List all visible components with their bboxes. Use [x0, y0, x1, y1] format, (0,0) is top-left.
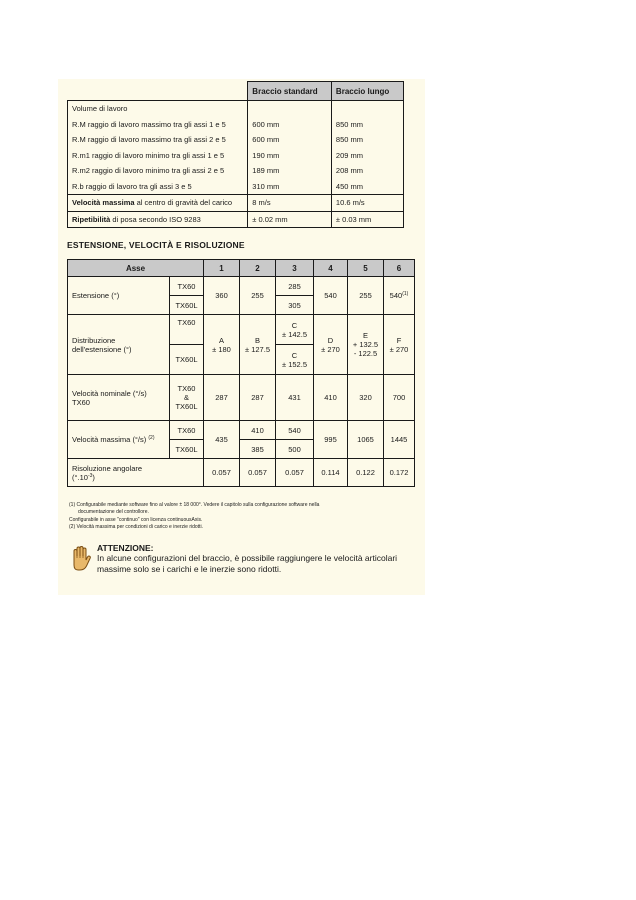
risoluzione-label: Risoluzione angolare $(^\circ.10^{-3})$ — [68, 459, 204, 487]
cell-long: 850 mm — [331, 117, 403, 133]
cell: 255 — [348, 277, 384, 315]
vel-massima-label: Velocità massima (°/s) $^{(2)}$ — [68, 421, 170, 459]
cell: 540$^{(1)}$ — [384, 277, 415, 315]
footnote: (1) Configurabile mediante software fino al valore ± 18 000°. Vedere il capitolo sulla configurazione software nella — [69, 502, 320, 508]
footnote: (2) Velocità massima per condizioni di carico e inerzie ridotti. — [69, 524, 203, 531]
cell: 410 — [314, 375, 348, 421]
row-label: R.M raggio di lavoro massimo tra gli assi 2 e 5 — [68, 132, 248, 148]
max-speed-label: Velocità massima al centro di gravità del carico — [68, 195, 248, 212]
cell: 287 — [240, 375, 276, 421]
cell: 0.057 — [276, 459, 314, 487]
row-label: R.M raggio di lavoro massimo tra gli assi 1 e 5 — [68, 117, 248, 133]
cell: 0.057 — [240, 459, 276, 487]
header-axis-3: 3 — [276, 260, 314, 277]
cell: F ± 270 — [384, 315, 415, 375]
variant-tx60l: TX60L — [170, 345, 204, 375]
cell: E + 132.5 - 122.5 — [348, 315, 384, 375]
cell: 995 — [314, 421, 348, 459]
cell: 285 — [276, 277, 314, 296]
cell-standard: 310 mm — [248, 179, 332, 195]
variant-tx60l: TX60L — [170, 440, 204, 459]
cell: D ± 270 — [314, 315, 348, 375]
footnote: Configurabile in asse "continuo" con licenza continuousAxis. — [69, 516, 203, 523]
hand-stop-icon — [69, 545, 91, 571]
cell: 385 — [240, 440, 276, 459]
cell: 1445 — [384, 421, 415, 459]
cell: 0.172 — [384, 459, 415, 487]
cell: 305 — [276, 296, 314, 315]
cell-standard: 8 m/s — [248, 195, 332, 212]
cell: C ± 152.5 — [276, 345, 314, 375]
cell: 0.114 — [314, 459, 348, 487]
estensione-label: Estensione (°) — [68, 277, 170, 315]
cell: 1065 — [348, 421, 384, 459]
header-axis-5: 5 — [348, 260, 384, 277]
repeatability-label: Ripetibilità di posa secondo ISO 9283 — [68, 211, 248, 228]
header-axis-2: 2 — [240, 260, 276, 277]
cell: 0.057 — [204, 459, 240, 487]
header-standard-arm: Braccio standard — [248, 82, 332, 101]
variant-tx60l: TX60L — [170, 296, 204, 315]
footnote: documentazione del controllore. — [78, 509, 149, 516]
cell: 360 — [204, 277, 240, 315]
cell: 540 — [276, 421, 314, 440]
header-asse: Asse — [68, 260, 204, 277]
header-long-arm: Braccio lungo — [331, 82, 403, 101]
cell: 287 — [204, 375, 240, 421]
cell-standard: ± 0.02 mm — [248, 211, 332, 228]
cell: B ± 127.5 — [240, 315, 276, 375]
cell: A ± 180 — [204, 315, 240, 375]
cell-long: 209 mm — [331, 148, 403, 164]
header-axis-4: 4 — [314, 260, 348, 277]
cell: 500 — [276, 440, 314, 459]
variant-tx60: TX60 — [170, 277, 204, 296]
cell-standard: 600 mm — [248, 132, 332, 148]
section-label: Volume di lavoro — [68, 101, 248, 117]
cell-long: ± 0.03 mm — [331, 211, 403, 228]
row-label: R.m1 raggio di lavoro minimo tra gli assi 1 e 5 — [68, 148, 248, 164]
cell: 255 — [240, 277, 276, 315]
cell: 700 — [384, 375, 415, 421]
distribuzione-label: Distribuzione dell'estensione (°) — [68, 315, 170, 375]
cell-standard: 190 mm — [248, 148, 332, 164]
cell-long: 850 mm — [331, 132, 403, 148]
cell: 0.122 — [348, 459, 384, 487]
cell-standard: 600 mm — [248, 117, 332, 133]
variant-both: TX60 & TX60L — [170, 375, 204, 421]
cell: 410 — [240, 421, 276, 440]
variant-tx60: TX60 — [170, 421, 204, 440]
header-axis-6: 6 — [384, 260, 415, 277]
cell-long: 208 mm — [331, 163, 403, 179]
warning-title: ATTENZIONE: — [97, 543, 154, 553]
row-label: R.b raggio di lavoro tra gli assi 3 e 5 — [68, 179, 248, 195]
variant-tx60: TX60 — [170, 315, 204, 345]
cell: 540 — [314, 277, 348, 315]
axes-table — [67, 259, 415, 487]
cell: 320 — [348, 375, 384, 421]
cell-standard: 189 mm — [248, 163, 332, 179]
header-axis-1: 1 — [204, 260, 240, 277]
working-volume-table — [67, 81, 404, 228]
cell: 435 — [204, 421, 240, 459]
footnotes — [69, 502, 414, 532]
row-label: R.m2 raggio di lavoro minimo tra gli assi 2 e 5 — [68, 163, 248, 179]
warning-text: In alcune configurazioni del braccio, è possibile raggiungere le velocità articolari massime solo se i carichi e le inerzie sono ridotti. — [97, 553, 398, 574]
cell-long: 450 mm — [331, 179, 403, 195]
section-title: ESTENSIONE, VELOCITÀ E RISOLUZIONE — [67, 240, 245, 250]
cell: C ± 142.5 — [276, 315, 314, 345]
vel-nominale-label: Velocità nominale (°/s) TX60 — [68, 375, 170, 421]
cell: 431 — [276, 375, 314, 421]
cell-long: 10.6 m/s — [331, 195, 403, 212]
